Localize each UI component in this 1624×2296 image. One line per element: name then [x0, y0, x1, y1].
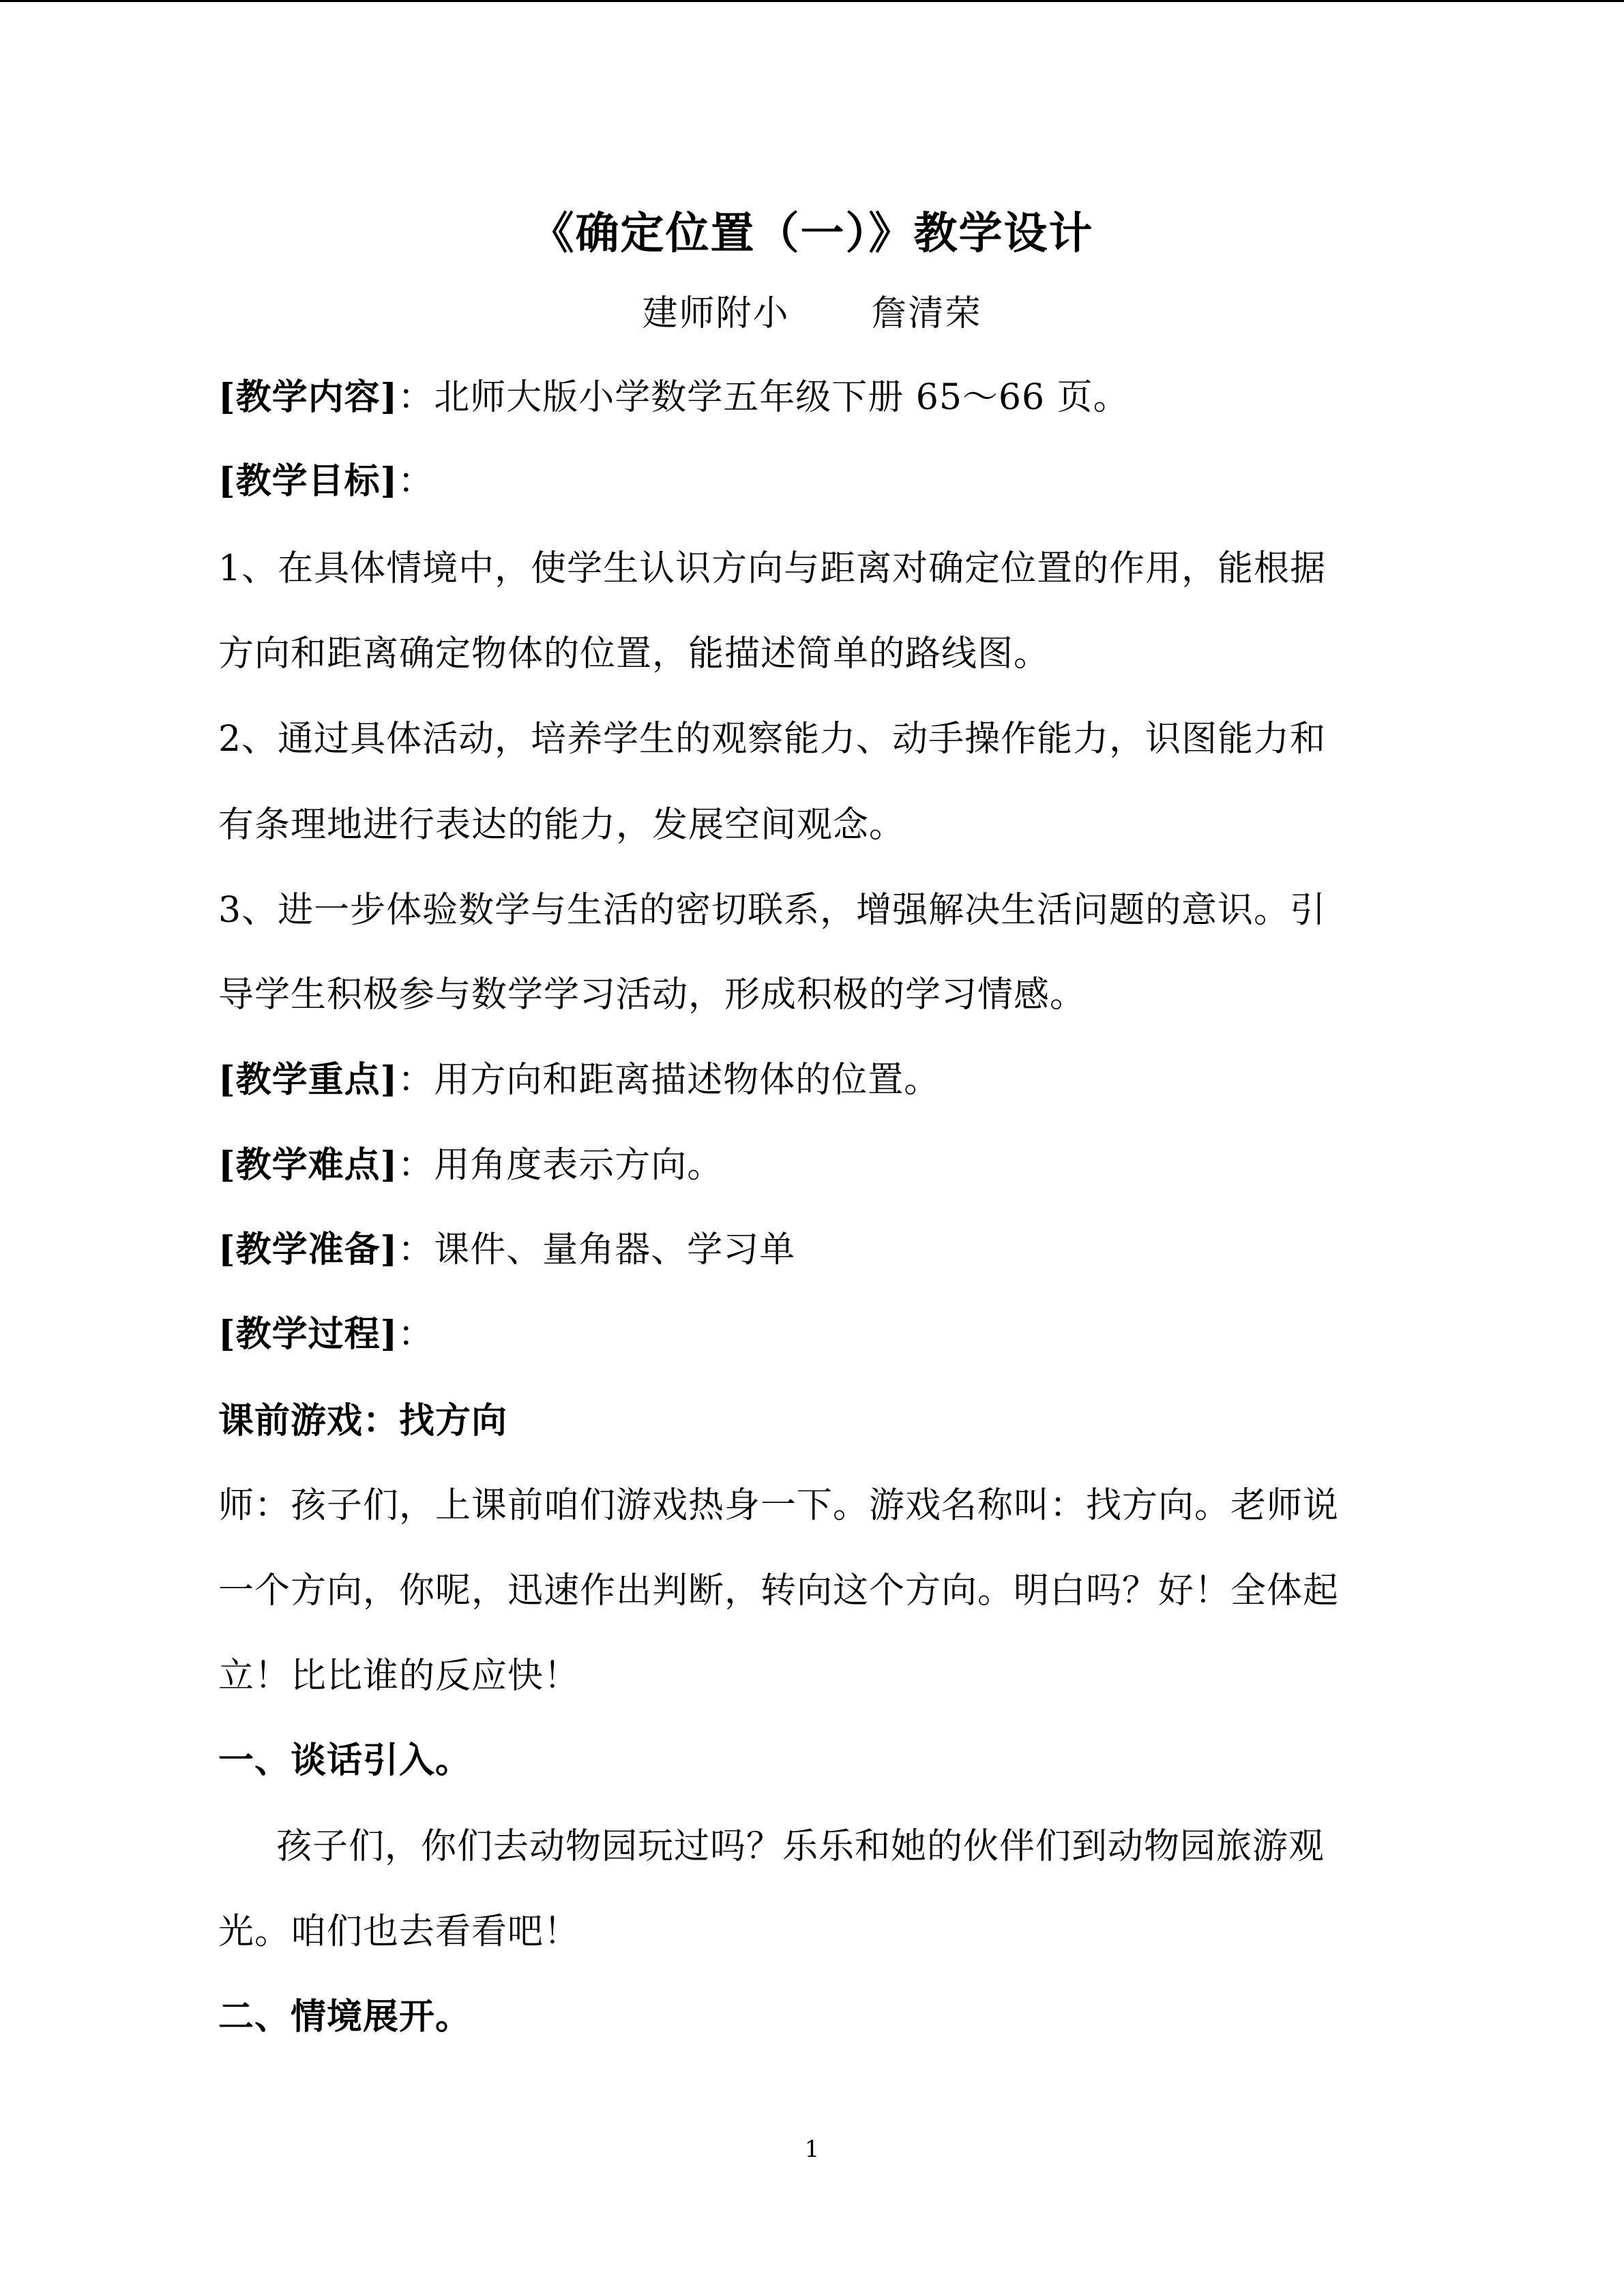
process-label: [教学过程] [218, 1313, 398, 1355]
difficulty-line: [教学难点]：用角度表示方向。 [218, 1144, 724, 1186]
warmup-line-1: 师：孩子们，上课前咱们游戏热身一下。游戏名称叫：找方向。老师说 [218, 1485, 1340, 1526]
preparation-text: 课件、量角器、学习单 [434, 1229, 796, 1270]
difficulty-label: [教学难点] [218, 1144, 398, 1186]
page-number: 1 [804, 2136, 820, 2163]
objective-3-line-1: 3、进一步体验数学与生活的密切联系，增强解决生活问题的意识。引 [218, 890, 1327, 931]
author-name: 詹清荣 [871, 293, 982, 334]
preparation-line: [教学准备]：课件、量角器、学习单 [218, 1229, 796, 1270]
preparation-label: [教学准备] [218, 1229, 398, 1270]
key-point-text: 用方向和距离描述物体的位置。 [434, 1060, 941, 1101]
warmup-line-3: 立！比比谁的反应快！ [218, 1656, 580, 1697]
author-school: 建师附小 [642, 293, 790, 334]
content-line: [教学内容]：北师大版小学数学五年级下册 65～66 页。 [218, 376, 1130, 418]
section-1-line-2: 光。咱们也去看看吧！ [218, 1911, 580, 1952]
content-label: [教学内容] [218, 376, 398, 418]
objective-2-line-2: 有条理地进行表达的能力，发展空间观念。 [218, 805, 906, 846]
objective-1-line-2: 方向和距离确定物体的位置，能描述简单的路线图。 [218, 633, 1050, 674]
document-title: 《确定位置（一）》教学设计 [530, 208, 1094, 259]
objectives-heading: [教学目标]： [218, 460, 434, 502]
objective-3-line-2: 导学生积极参与数学学习活动，形成积极的学习情感。 [218, 974, 1087, 1015]
content-text: 北师大版小学数学五年级下册 65～66 页。 [434, 377, 1130, 418]
objectives-label: [教学目标] [218, 460, 398, 502]
warmup-heading: 课前游戏：找方向 [218, 1400, 508, 1442]
key-point-line: [教学重点]：用方向和距离描述物体的位置。 [218, 1059, 941, 1101]
warmup-line-2: 一个方向，你呢，迅速作出判断，转向这个方向。明白吗？好！全体起 [218, 1570, 1340, 1611]
objective-1-line-1: 1、在具体情境中，使学生认识方向与距离对确定位置的作用，能根据 [218, 548, 1327, 589]
process-heading: [教学过程]： [218, 1313, 434, 1355]
section-2-heading: 二、情境展开。 [218, 1996, 472, 2038]
section-1-heading: 一、谈话引入。 [218, 1740, 472, 1781]
objective-2-line-1: 2、通过具体活动，培养学生的观察能力、动手操作能力，识图能力和 [218, 719, 1327, 760]
author-line [0, 292, 1624, 336]
key-point-label: [教学重点] [218, 1059, 398, 1101]
section-1-line-1: 孩子们，你们去动物园玩过吗？乐乐和她的伙伴们到动物园旅游观 [276, 1826, 1325, 1867]
difficulty-text: 用角度表示方向。 [434, 1145, 724, 1186]
